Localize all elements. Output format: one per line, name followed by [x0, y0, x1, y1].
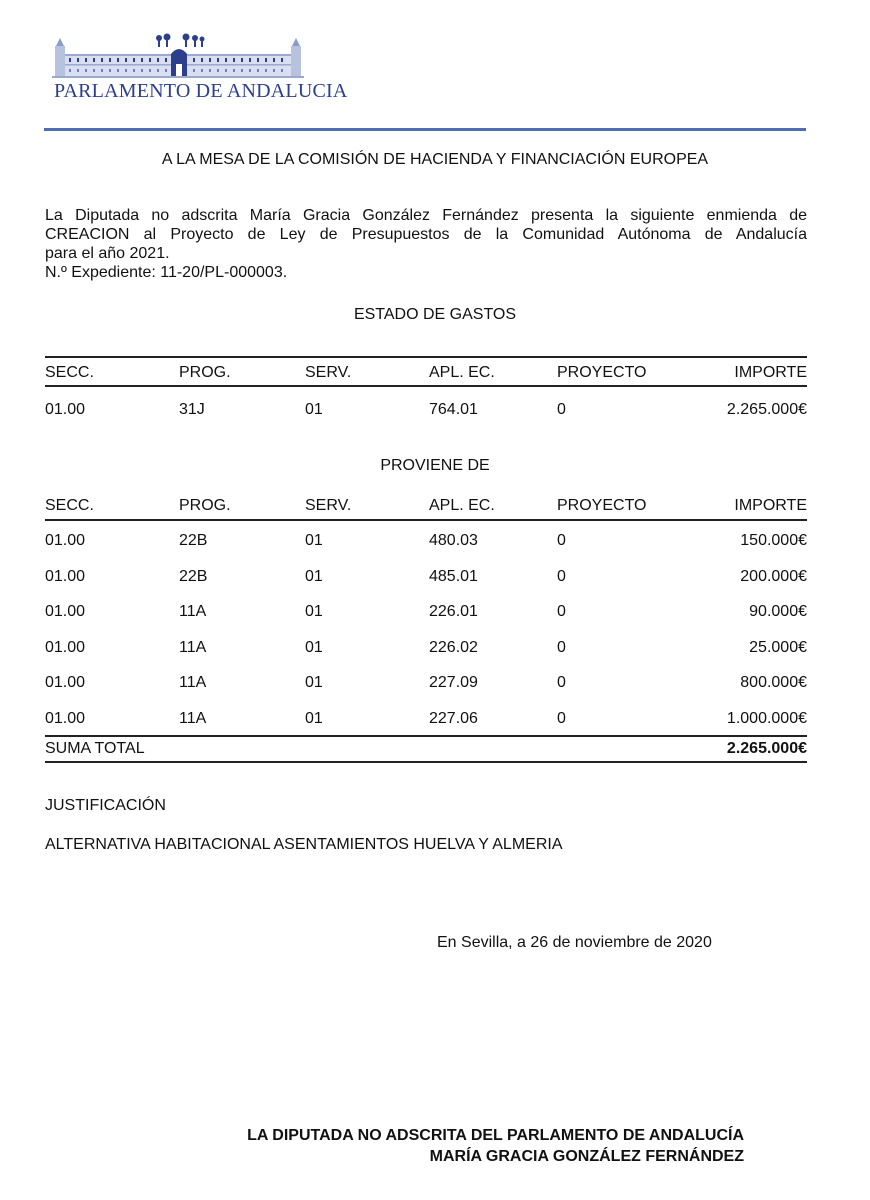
- cell-proyecto: 0: [557, 401, 566, 418]
- table-header-row: [45, 364, 807, 382]
- cell-serv: 01: [305, 603, 323, 620]
- cell-prog: 11A: [179, 603, 207, 620]
- cell-apl-ec: 226.01: [429, 603, 478, 620]
- cell-prog: 11A: [179, 638, 207, 656]
- cell-proyecto: 0: [557, 603, 566, 620]
- col-importe: IMPORTE: [734, 364, 807, 381]
- proviene-de-title: PROVIENE DE: [380, 457, 490, 474]
- col-importe: IMPORTE: [734, 497, 807, 514]
- cell-secc: 01.00: [45, 638, 86, 656]
- intro-line: CREACION al Proyecto de Ley de Presupuestos de la Comunidad Autónoma de Andalucía: [45, 226, 807, 243]
- col-apl-ec: APL. EC.: [429, 497, 495, 514]
- cell-importe: 90.000€: [749, 603, 807, 620]
- addressee-heading: A LA MESA DE LA COMISIÓN DE HACIENDA Y FINANCIACIÓN EUROPEA: [161, 151, 709, 168]
- cell-importe: 25.000€: [749, 638, 807, 656]
- intro-line: para el año 2021.: [45, 245, 170, 262]
- justification-text: ALTERNATIVA HABITACIONAL ASENTAMIENTOS HUELVA Y ALMERIA: [45, 836, 563, 853]
- cell-prog: 22B: [179, 567, 208, 585]
- table-row: [45, 532, 807, 568]
- total-row: [45, 740, 807, 758]
- cell-secc: 01.00: [45, 709, 86, 727]
- col-proyecto: PROYECTO: [557, 497, 647, 514]
- table-row: [45, 639, 807, 675]
- estado-gastos-title: ESTADO DE GASTOS: [353, 306, 517, 323]
- cell-proyecto: 0: [557, 638, 566, 656]
- col-serv: SERV.: [305, 497, 352, 514]
- col-apl-ec: APL. EC.: [429, 364, 495, 381]
- proviene-de-table: [45, 532, 807, 732]
- cell-prog: 11A: [179, 709, 207, 727]
- cell-apl-ec: 227.06: [429, 709, 478, 727]
- table-rule: [45, 385, 807, 387]
- signature-title: LA DIPUTADA NO ADSCRITA DEL PARLAMENTO DE ANDALUCÍA: [247, 1127, 744, 1144]
- cell-proyecto: 0: [557, 532, 566, 549]
- cell-prog: 11A: [179, 674, 207, 691]
- table-header-row: [45, 497, 807, 515]
- proviene-de-header: [45, 497, 807, 515]
- table-rule: [45, 519, 807, 521]
- cell-serv: 01: [305, 674, 323, 691]
- cell-apl-ec: 480.03: [429, 532, 478, 549]
- table-rule: [45, 761, 807, 763]
- cell-serv: 01: [305, 401, 323, 418]
- table-row: [45, 603, 807, 639]
- total-row-table: [45, 740, 807, 758]
- cell-proyecto: 0: [557, 567, 566, 585]
- justification-title: JUSTIFICACIÓN: [45, 797, 166, 814]
- estado-gastos-header: [45, 364, 807, 382]
- table-rule: [45, 735, 807, 737]
- estado-gastos-table: [45, 401, 807, 419]
- col-secc: SECC.: [45, 497, 94, 514]
- expediente-number: N.º Expediente: 11-20/PL-000003.: [45, 264, 288, 281]
- cell-secc: 01.00: [45, 603, 86, 620]
- cell-secc: 01.00: [45, 532, 86, 549]
- cell-serv: 01: [305, 638, 323, 656]
- cell-prog: 22B: [179, 532, 208, 549]
- cell-serv: 01: [305, 532, 323, 549]
- cell-secc: 01.00: [45, 567, 86, 585]
- col-secc: SECC.: [45, 364, 94, 381]
- logo-title: PARLAMENTO DE ANDALUCIA: [54, 80, 348, 102]
- cell-serv: 01: [305, 709, 323, 727]
- cell-secc: 01.00: [45, 674, 86, 691]
- cell-apl-ec: 485.01: [429, 567, 478, 585]
- total-value: 2.265.000€: [726, 740, 807, 757]
- cell-prog: 31J: [179, 401, 205, 418]
- place-date: En Sevilla, a 26 de noviembre de 2020: [437, 934, 712, 951]
- table-row: [45, 568, 807, 604]
- signature-name: MARÍA GRACIA GONZÁLEZ FERNÁNDEZ: [429, 1148, 744, 1165]
- total-label: SUMA TOTAL: [45, 740, 145, 757]
- cell-importe: 200.000€: [740, 567, 807, 585]
- cell-secc: 01.00: [45, 401, 86, 418]
- table-rule: [45, 356, 807, 358]
- cell-importe: 150.000€: [740, 532, 807, 549]
- header-divider: [44, 128, 806, 131]
- cell-importe: 800.000€: [740, 674, 807, 691]
- table-row: [45, 674, 807, 710]
- cell-proyecto: 0: [557, 709, 566, 727]
- col-prog: PROG.: [179, 497, 231, 514]
- intro-line: La Diputada no adscrita María Gracia González Fernández presenta la siguiente enmienda de: [45, 207, 807, 224]
- table-row: [45, 401, 807, 419]
- cell-serv: 01: [305, 567, 323, 585]
- cell-apl-ec: 764.01: [429, 401, 478, 418]
- col-serv: SERV.: [305, 364, 352, 381]
- col-proyecto: PROYECTO: [557, 364, 647, 381]
- intro-paragraph: [45, 206, 807, 282]
- cell-importe: 1.000.000€: [726, 709, 807, 727]
- cell-proyecto: 0: [557, 674, 566, 691]
- col-prog: PROG.: [179, 364, 231, 381]
- cell-apl-ec: 227.09: [429, 674, 478, 691]
- table-row: [45, 710, 807, 732]
- cell-importe: 2.265.000€: [726, 401, 807, 418]
- cell-apl-ec: 226.02: [429, 638, 478, 656]
